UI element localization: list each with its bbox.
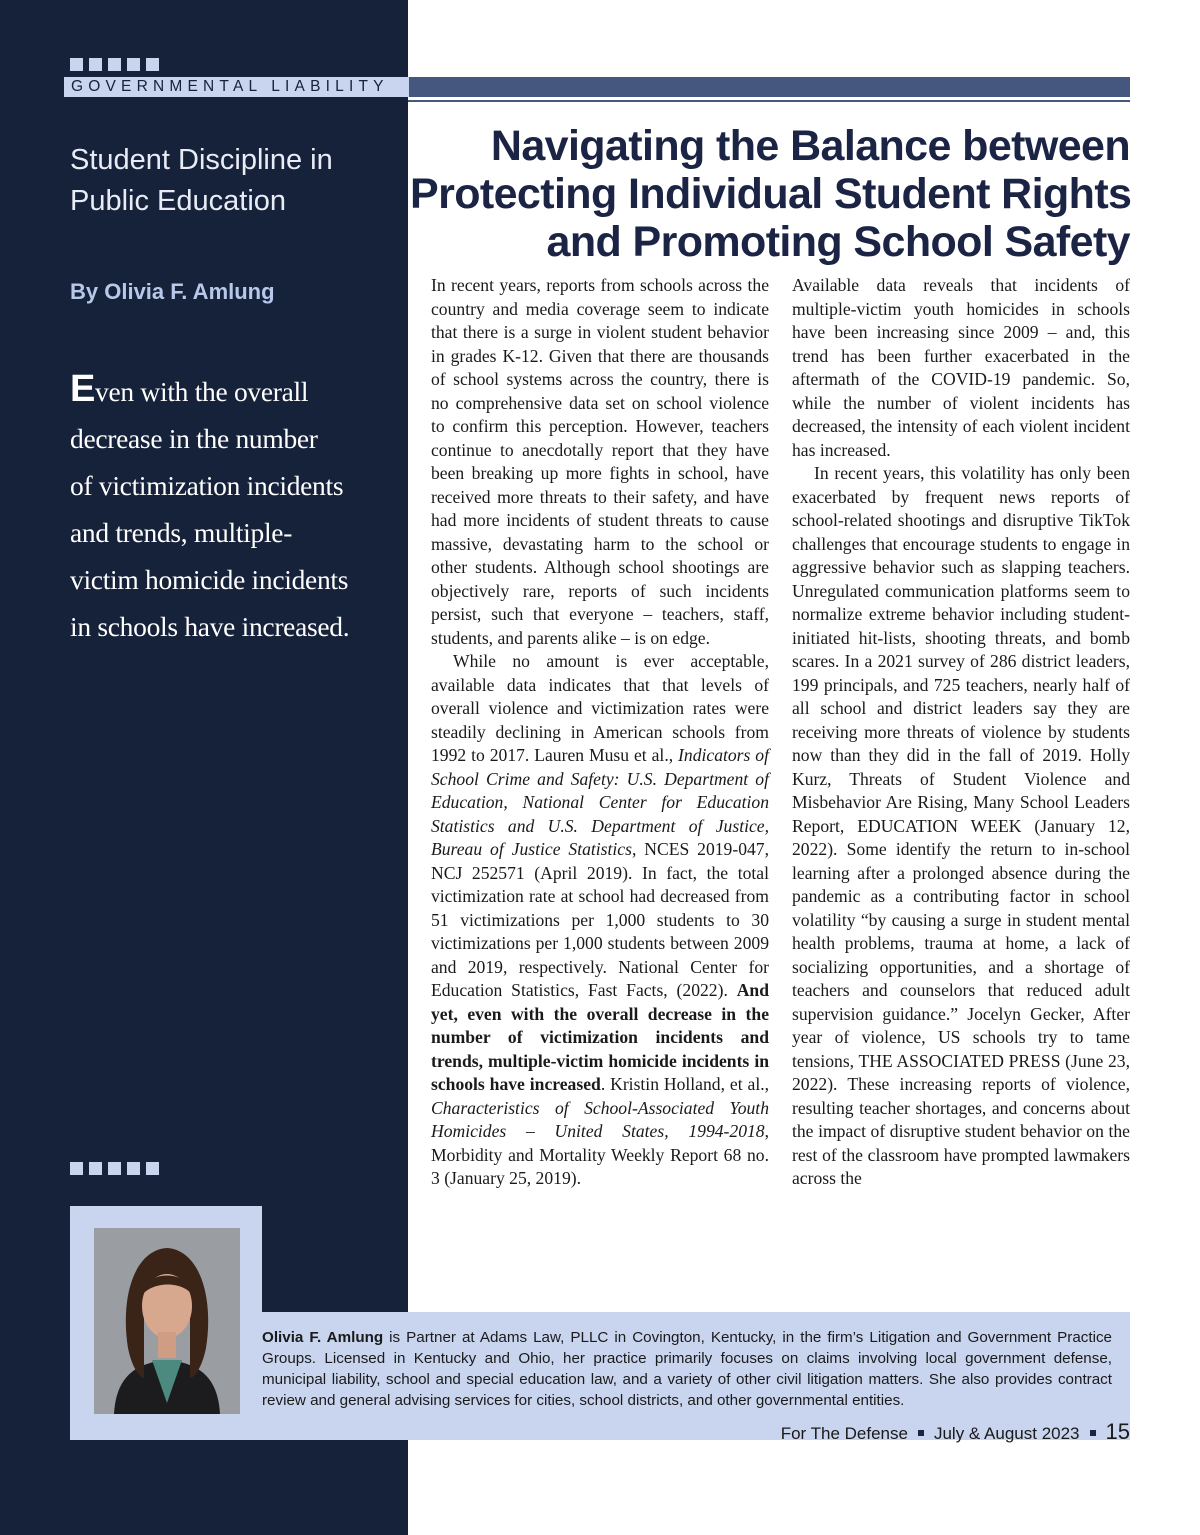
- pull-quote-line: [70, 366, 390, 415]
- pull-quote-line: in schools have increased.: [70, 611, 350, 642]
- author-photo: [94, 1228, 240, 1414]
- decorative-squares-bottom: [70, 1162, 159, 1175]
- body-paragraph: In recent years, reports from schools across the country and media coverage seem to indicate that there is a surge in violent student behavior in grades K-12. Given that there are thousands of school systems across the country, there is no comprehensive data set on school violence to confirm this perception. However, teachers continue to anecdotally report that they have been breaking up more fights in school, have received more threats to their safety, and have had more incidents of student threats to cause massive, devastating harm to the school or other students. Although school shootings are objectively rare, reports of such incidents persist, such that everyone – teachers, staff, students, and parents alike – is on edge.: [431, 275, 769, 648]
- author-bio-text: is Partner at Adams Law, PLLC in Covington, Kentucky, in the firm’s Litigation and Government Practice Groups. Licensed in Kentucky and Ohio, her practice primarily focuses on claims involving local government defense, municipal liability, school and special education law, and a variety of other civil litigation matters. She also provides contract review and general advising services for cities, school districts, and other governmental entities.: [262, 1329, 1112, 1409]
- page-footer: [781, 1419, 1130, 1445]
- author-bio-name: Olivia F. Amlung: [262, 1329, 384, 1346]
- bullet-icon: [918, 1430, 924, 1436]
- kicker-line: Student Discipline in: [70, 144, 333, 176]
- headline-line: Navigating the Balance between: [490, 122, 1130, 170]
- highlighted-text: And yet, even with the overall decrease in the number of victimization incidents and trends, multiple-victim homicide incidents in schools have increased: [431, 980, 769, 1094]
- headline-line: Protecting Individual Student Rights: [410, 170, 1132, 218]
- citation: Indicators of School Crime and Safety: U.S. Department of Education, National Center for Education Statistics and U.S. Department of Justice, Bureau of Justice Statistics: [431, 745, 769, 859]
- kicker-line: Public Education: [70, 185, 287, 217]
- author-portrait-icon: [94, 1228, 240, 1414]
- body-column-left: [431, 274, 769, 1191]
- citation: Characteristics of School-Associated Youth Homicides – United States, 1994-2018: [431, 1097, 769, 1141]
- pull-quote-first-line: ven with the overall: [95, 376, 309, 407]
- section-label: GOVERNMENTAL LIABILITY: [71, 78, 389, 95]
- author-bio: [262, 1327, 1112, 1411]
- publication-name: For The Defense: [780, 1424, 908, 1443]
- header-rule: [408, 100, 1130, 102]
- issue-date: July & August 2023: [933, 1424, 1080, 1443]
- drop-cap: E: [70, 368, 96, 410]
- bullet-icon: [1090, 1430, 1096, 1436]
- decorative-squares-top: [70, 58, 159, 71]
- body-paragraph: Available data reveals that incidents of multiple-victim youth homicides in schools have been increasing since 2009 – and, this trend has been further exacerbated in the aftermath of the COVID-19 pandemic. So, while the number of violent incidents has decreased, the intensity of each violent incident has increased.: [792, 275, 1130, 460]
- pull-quote-line: of victimization incidents: [70, 470, 344, 501]
- body-column-right: [792, 274, 1130, 1191]
- section-bar: [64, 77, 1130, 97]
- kicker: [70, 140, 390, 222]
- byline: By Olivia F. Amlung: [70, 279, 275, 304]
- pull-quote-line: and trends, multiple-: [70, 517, 293, 548]
- body-text: While no amount is ever acceptable, available data indicates that that levels of overall violence and victimization rates were steadily declining in American schools from 1992 to 2017. Lauren Musu et al.,: [431, 651, 769, 765]
- pull-quote-line: decrease in the number: [70, 423, 318, 454]
- body-text: , NCES 2019-047, NCJ 252571 (April 2019). In fact, the total victimization rate at school had decreased from 51 victimizations per 1,000 students to 30 victimizations per 1,000 students between 2009 and 2019, respectively. National Center for Education Statistics, Fast Facts, (2022).: [431, 839, 769, 1000]
- headline-line: and Promoting School Safety: [546, 218, 1130, 266]
- pull-quote-line: victim homicide incidents: [70, 564, 349, 595]
- body-text: , Morbidity and Mortality Weekly Report 68 no. 3 (January 25, 2019).: [431, 1121, 769, 1188]
- body-paragraph: [431, 650, 769, 1191]
- pull-quote: [70, 366, 390, 650]
- body-paragraph: In recent years, this volatility has only been exacerbated by frequent news reports of school-related shootings and disruptive TikTok challenges that encourage students to engage in aggressive behavior such as slapping teachers. Unregulated communication platforms seem to normalize extreme behavior including student-initiated hit-lists, shooting threats, and bomb scares. In a 2021 survey of 286 district leaders, 199 principals, and 725 teachers, nearly half of all school and district leaders say they are receiving more threats of violence by students now than they did in the fall of 2019. Holly Kurz, Threats of Student Violence and Misbehavior Are Rising, Many School Leaders Report, EDUCATION WEEK (January 12, 2022). Some identify the return to in-school learning after a prolonged absence during the pandemic as a contributing factor in school volatility “by causing a surge in student mental health problems, trauma at home, a lack of socializing opportunities, and a shortage of teachers and counselors that reduced adult supervision guidance.” Jocelyn Gecker, After year of violence, US schools try to tame tensions, THE ASSOCIATED PRESS (June 23, 2022). These increasing reports of violence, resulting teacher shortages, and concerns about the impact of disruptive student behavior on the rest of the classroom have prompted lawmakers across the: [792, 463, 1130, 1188]
- body-text: . Kristin Holland, et al.,: [600, 1074, 770, 1094]
- article-headline: [410, 122, 1130, 266]
- page-number: 15: [1105, 1419, 1130, 1444]
